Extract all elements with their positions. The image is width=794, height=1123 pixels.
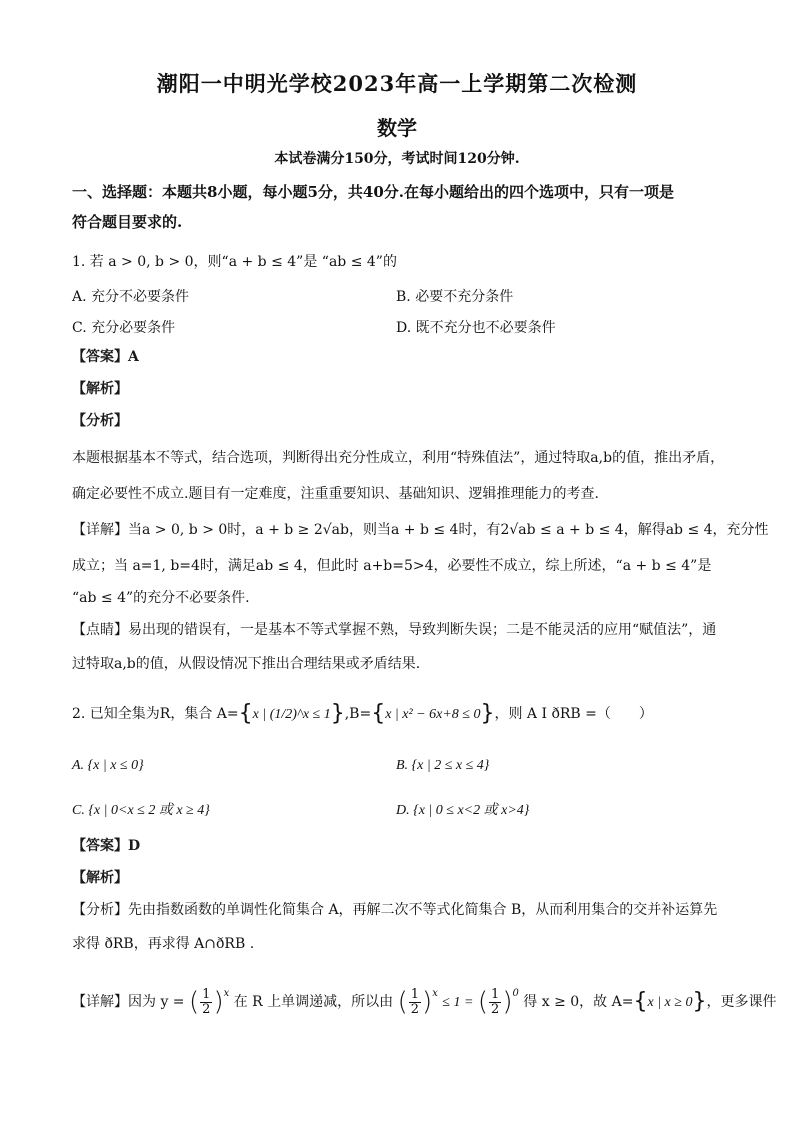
q1-fenxi-line1: 本题根据基本不等式，结合选项，判断得出充分性成立，利用“特殊值法”，通过特取a,b的值，推出矛盾， [72, 450, 725, 466]
left-paren-icon: ( [477, 987, 489, 1017]
right-brace-icon: } [480, 701, 495, 726]
q2-stem [72, 701, 653, 726]
q2-stem-prefix: 2. 已知全集为R，集合 A= [72, 706, 239, 722]
q2-detail-mid2: ≤ 1 = [442, 995, 474, 1010]
section-heading-line1: 一、选择题：本题共8小题，每小题5分，共40分.在每小题给出的四个选项中，只有一项是 [72, 183, 674, 201]
q2-option-d: D. {x | 0 ≤ x<2 或 x>4} [396, 803, 530, 818]
q1-option-a: A. 充分不必要条件 [72, 289, 190, 305]
exam-note: 本试卷满分150分，考试时间120分钟. [274, 151, 520, 167]
right-paren-icon: ) [502, 987, 513, 1017]
q1-dianjing-line2: 过特取a,b的值，从假设情况下推出合理结果或矛盾结果. [72, 656, 421, 672]
fraction-half: $\frac{1}{2}$ [202, 986, 211, 1017]
q2-detail-set: x | x ≥ 0 [647, 995, 693, 1010]
left-brace-icon: { [371, 701, 386, 726]
q2-analysis-label: 【解析】 [72, 870, 128, 886]
q1-option-b: B. 必要不充分条件 [396, 289, 514, 305]
q1-fenxi-label: 【分析】 [72, 413, 128, 429]
q1-detail-line2: 成立；当 a=1, b=4时，满足ab ≤ 4，但此时 a+b=5>4，必要性不成立，综上所述，“a + b ≤ 4”是 [72, 558, 712, 574]
q2-detail-suffix: ，更多课件 [706, 994, 777, 1010]
right-paren-icon: ) [422, 987, 433, 1017]
q2-stem-suffix: ，则 A I ðRB =（ ） [494, 706, 653, 722]
q2-option-c: C. {x | 0<x ≤ 2 或 x ≥ 4} [72, 803, 210, 818]
q2-detail-prefix: 【详解】因为 y = [72, 994, 185, 1010]
section-heading-line2: 符合题目要求的. [72, 213, 183, 231]
exponent-zero: 0 [512, 988, 519, 999]
q1-fenxi-line2: 确定必要性不成立.题目有一定难度，注重重要知识、基础知识、逻辑推理能力的考查. [72, 486, 599, 502]
q1-stem: 1. 若 a > 0, b > 0，则“a + b ≤ 4”是 “ab ≤ 4”的 [72, 254, 397, 270]
q2-fenxi-line1: 【分析】先由指数函数的单调性化简集合 A，再解二次不等式化简集合 B，从而利用集合的交并补运算先 [72, 902, 718, 918]
left-brace-icon: { [633, 989, 648, 1014]
q1-dianjing-line1: 【点睛】易出现的错误有，一是基本不等式掌握不熟，导致判断失误；二是不能灵活的应用“赋值法”，通 [72, 622, 717, 638]
right-brace-icon: } [692, 989, 707, 1014]
q1-option-d: D. 既不充分也不必要条件 [396, 320, 556, 336]
left-paren-icon: ( [189, 987, 200, 1017]
q1-detail-line1: 【详解】当a > 0, b > 0时，a + b ≥ 2√ab，则当a + b ≤ 4时，有2√ab ≤ a + b ≤ 4，解得ab ≤ 4，充分性 [72, 522, 769, 538]
exponent-x: x [223, 988, 230, 999]
exponent-x: x [432, 988, 438, 999]
q2-answer: 【答案】D [72, 838, 141, 854]
q2-set-b: x | x² − 6x+8 ≤ 0 [385, 707, 481, 722]
q2-detail-mid3: 得 x ≥ 0，故 A= [523, 994, 634, 1010]
q1-answer: 【答案】A [72, 349, 139, 365]
q1-analysis-label: 【解析】 [72, 381, 128, 397]
right-paren-icon: ) [213, 987, 224, 1017]
right-brace-icon: } [330, 701, 345, 726]
q2-detail-mid1: 在 R 上单调递减，所以由 [233, 994, 394, 1010]
subject-title: 数学 [377, 116, 417, 140]
left-paren-icon: ( [397, 987, 408, 1017]
q2-option-b: B. {x | 2 ≤ x ≤ 4} [396, 758, 490, 773]
fraction-half: $\frac{1}{2}$ [410, 986, 420, 1017]
exam-title: 潮阳一中明光学校2023年高一上学期第二次检测 [156, 71, 638, 96]
left-brace-icon: { [238, 701, 253, 726]
q1-option-c: C. 充分必要条件 [72, 320, 176, 336]
q2-set-a: x | (1/2)^x ≤ 1 [252, 707, 331, 722]
q2-fenxi-line2: 求得 ðRB，再求得 A∩ðRB . [72, 936, 255, 952]
fraction-half: $\frac{1}{2}$ [491, 986, 500, 1017]
q2-detail-line [72, 984, 776, 1017]
q2-stem-mid: ,B= [344, 706, 372, 722]
q1-detail-line3: “ab ≤ 4”的充分不必要条件. [72, 590, 250, 606]
q2-option-a: A. {x | x ≤ 0} [72, 758, 144, 773]
